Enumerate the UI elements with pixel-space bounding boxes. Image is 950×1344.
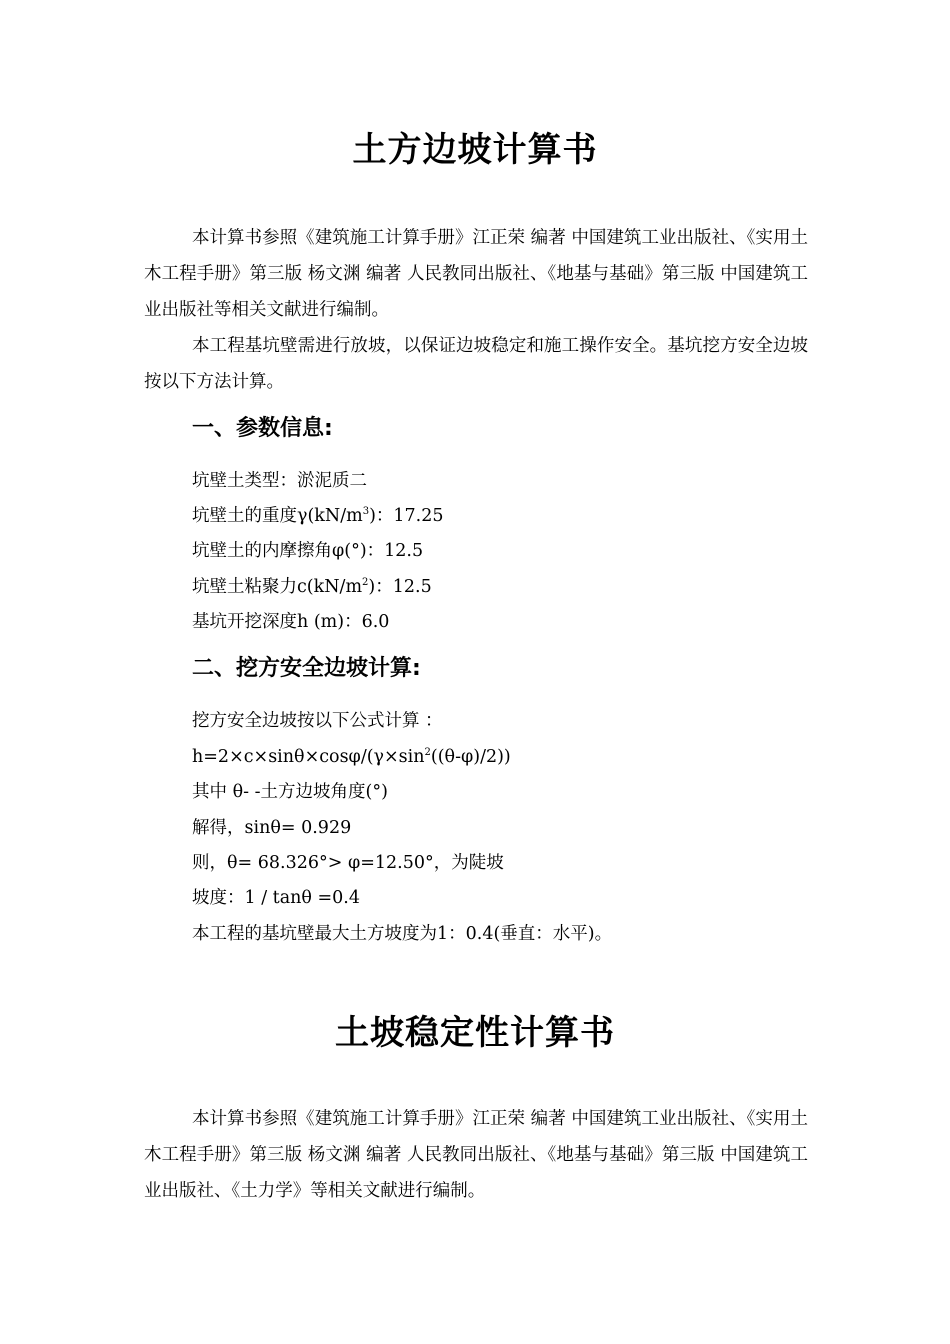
formula [192, 745, 511, 769]
param-depth: 基坑开挖深度h (m)：6.0 [192, 612, 390, 632]
section-heading-calculation: 二、挖方安全边坡计算: [192, 656, 421, 681]
solve-result: 解得，sinθ= 0.929 [192, 818, 352, 838]
formula-part-2: ((θ-φ)/2)) [430, 747, 511, 767]
document-title: 土方边坡计算书 [352, 130, 598, 170]
second-document-title: 土坡稳定性计算书 [335, 1013, 615, 1053]
slope-result: 坡度：1 / tanθ =0.4 [192, 888, 360, 908]
section-heading-parameters: 一、参数信息: [192, 416, 333, 441]
param-friction-angle: 坑壁土的内摩擦角φ(°)：12.5 [192, 541, 424, 561]
param-unit-weight-exponent: 3 [362, 506, 370, 518]
param-soil-type: 坑壁土类型：淤泥质二 [192, 471, 367, 491]
formula-exponent: 2 [424, 747, 431, 759]
formula-part-1: h=2×c×sinθ×cosφ/(γ×sin [192, 747, 425, 767]
intro-paragraph: 本计算书参照《建筑施工计算手册》江正荣 编著 中国建筑工业出版社、《实用土木工程手册》第三版 杨文渊 编著 人民教同出版社、《地基与基础》第三版 中国建筑工业出版社等相关文献进行编制。 [144, 228, 808, 320]
param-unit-weight-value: )：17.25 [369, 506, 444, 526]
scope-paragraph: 本工程基坑壁需进行放坡，以保证边坡稳定和施工操作安全。基坑挖方安全边坡按以下方法计算。 [144, 336, 808, 392]
param-cohesion-label: 坑壁土粘聚力c(kN/m [192, 577, 363, 597]
param-cohesion-value: )：12.5 [368, 577, 432, 597]
conclusion: 本工程的基坑壁最大土方坡度为1：0.4(垂直：水平)。 [192, 924, 613, 944]
param-cohesion [192, 575, 432, 599]
second-intro-paragraph: 本计算书参照《建筑施工计算手册》江正荣 编著 中国建筑工业出版社、《实用土木工程手册》第三版 杨文渊 编著 人民教同出版社、《地基与基础》第三版 中国建筑工业出版社、《土力学》等相关文献进行编制。 [144, 1109, 808, 1201]
param-unit-weight [192, 504, 444, 528]
angle-result: 则，θ= 68.326°> φ=12.50°，为陡坡 [192, 853, 504, 873]
formula-where: 其中 θ- -土方边坡角度(°) [192, 782, 388, 802]
param-cohesion-exponent: 2 [362, 577, 369, 589]
formula-intro: 挖方安全边坡按以下公式计算 ： [192, 711, 443, 731]
param-unit-weight-label: 坑壁土的重度γ(kN/m [192, 506, 363, 526]
